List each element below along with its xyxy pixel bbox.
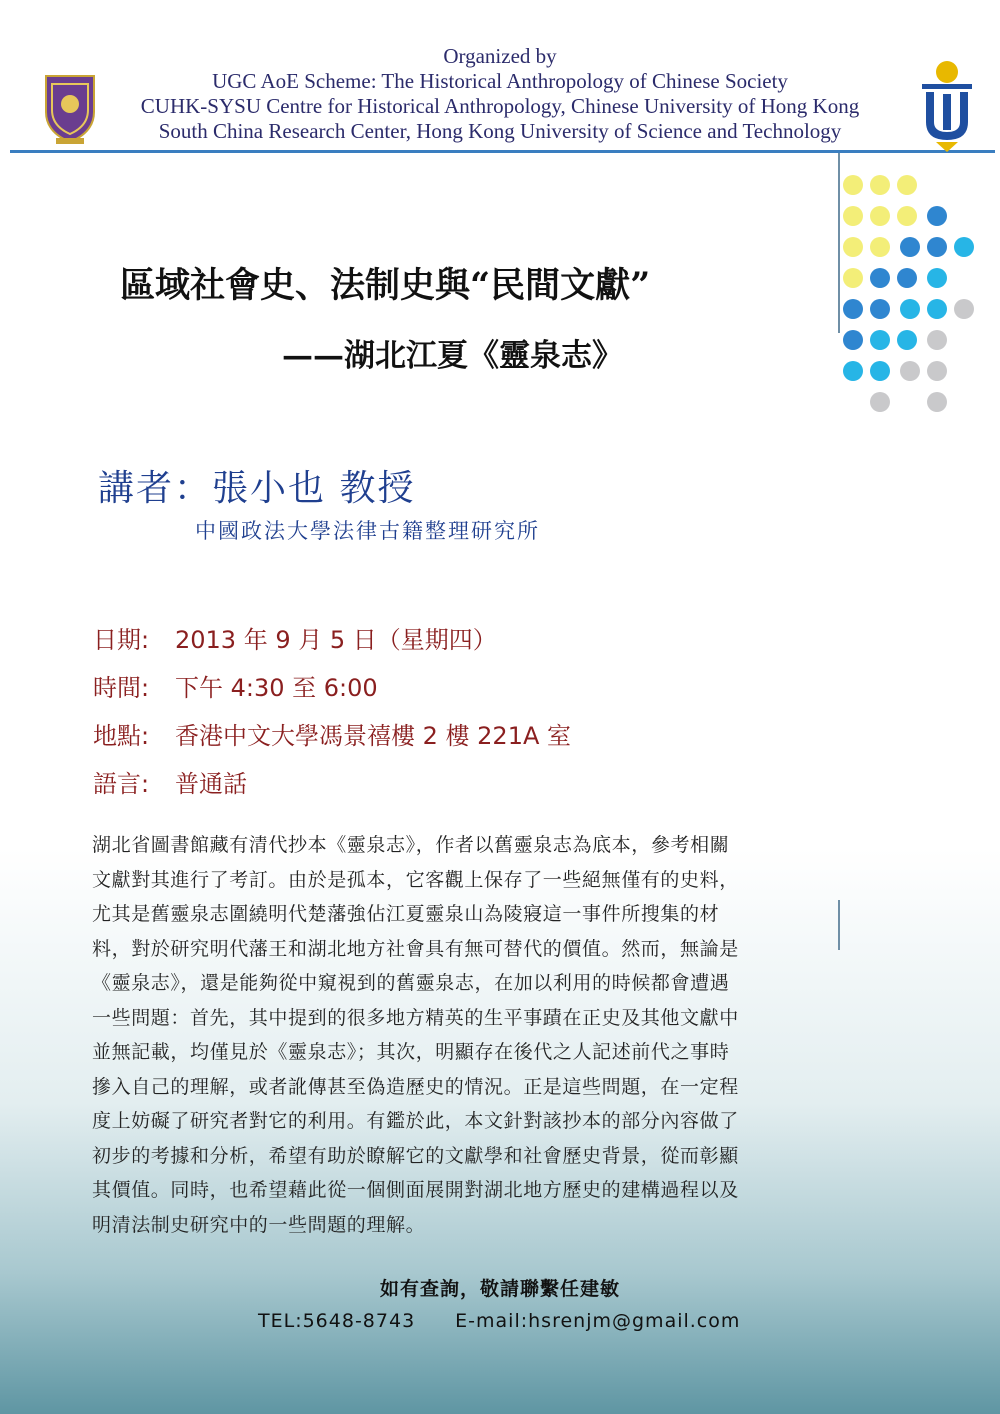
abstract-line: 《靈泉志》，還是能夠從中窺視到的舊靈泉志，在加以利用的時候都會遭遇	[92, 972, 730, 994]
abstract	[92, 828, 840, 1242]
abstract-line: 明清法制史研究中的一些問題的理解。	[92, 1213, 426, 1236]
abstract-line: 尤其是舊靈泉志圍繞明代楚藩強佔江夏靈泉山為陵寢這一事件所搜集的材	[92, 903, 720, 925]
cuhk-logo	[42, 72, 98, 148]
abstract-line: 摻入自己的理解，或者訛傳甚至偽造歷史的情況。正是這些問題，在一定程	[92, 1075, 739, 1098]
contact-details	[258, 1310, 780, 1332]
venue-value: 香港中文大學馮景禧樓 2 樓 221A 室	[175, 722, 572, 750]
time-value: 下午 4:30 至 6:00	[175, 674, 378, 702]
contact-email[interactable]: E-mail:hsrenjm@gmail.com	[455, 1310, 741, 1332]
abstract-line: 其價值。同時，也希望藉此從一個側面展開對湖北地方歷史的建構過程以及	[92, 1179, 739, 1201]
abstract-line: 湖北省圖書館藏有清代抄本《靈泉志》，作者以舊靈泉志為底本，參考相關	[92, 834, 730, 856]
header-divider	[10, 150, 995, 153]
abstract-line: 度上妨礙了研究者對它的利用。有鑑於此，本文針對該抄本的部分內容做了	[92, 1110, 739, 1132]
language-row	[93, 764, 247, 799]
abstract-line: 並無記載，均僅見於《靈泉志》；其次，明顯存在後代之人記述前代之事時	[92, 1041, 730, 1063]
organizer-2: CUHK-SYSU Centre for Historical Anthropology, Chinese University of Hong Kong	[140, 94, 860, 118]
speaker-affiliation: 中國政法大學法律古籍整理研究所	[195, 519, 540, 543]
abstract-line: 文獻對其進行了考訂。由於是孤本，它客觀上保存了一些絕無僅有的史料，	[92, 868, 739, 891]
abstract-line: 一些問題：首先，其中提到的很多地方精英的生平事蹟在正史及其他文獻中	[92, 1006, 739, 1029]
abstract-line: 料，對於研究明代藩王和湖北地方社會具有無可替代的價值。然而，無論是	[92, 937, 739, 960]
time-label: 時間:	[93, 674, 150, 702]
language-value: 普通話	[175, 770, 247, 798]
venue-row	[93, 716, 571, 751]
organizer-block	[100, 44, 900, 144]
contact-line: 如有查詢，敬請聯繫任建敏	[379, 1278, 620, 1300]
speaker-name: 講者：張小也 教授	[98, 468, 416, 509]
date-value: 2013 年 9 月 5 日（星期四）	[175, 626, 497, 654]
organized-by-label: Organized by	[443, 44, 557, 68]
contact-tel: TEL:5648-8743	[258, 1310, 416, 1332]
date-label: 日期:	[93, 626, 150, 654]
event-subtitle: ——湖北江夏《靈泉志》	[282, 338, 623, 374]
vertical-rule-lower	[838, 900, 840, 950]
decorative-dots	[838, 170, 988, 430]
date-row	[93, 620, 497, 655]
venue-label: 地點:	[93, 722, 150, 750]
event-title: 區域社會史、法制史與“民間文獻”	[120, 265, 651, 306]
hkust-logo	[918, 58, 976, 154]
time-row	[93, 668, 378, 703]
organizer-1: UGC AoE Scheme: The Historical Anthropology of Chinese Society	[212, 69, 788, 93]
abstract-line: 初步的考據和分析，希望有助於瞭解它的文獻學和社會歷史背景，從而彰顯	[92, 1144, 739, 1167]
language-label: 語言:	[93, 770, 150, 798]
organizer-3: South China Research Center, Hong Kong University of Science and Technology	[158, 119, 842, 143]
